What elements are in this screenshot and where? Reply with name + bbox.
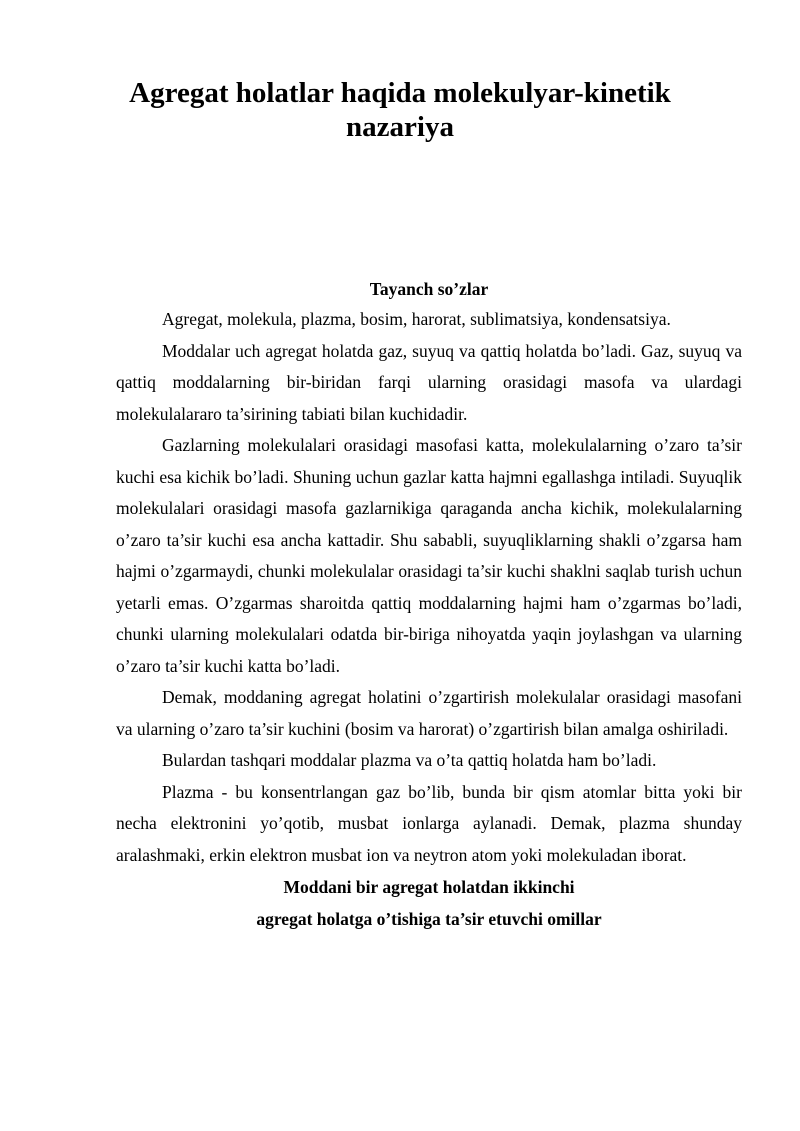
document-body — [116, 304, 742, 935]
section-heading-line-1: Moddani bir agregat holatdan ikkinchi — [283, 877, 575, 897]
section-heading-line-2: agregat holatga o’tishiga ta’sir etuvchi omillar — [256, 909, 602, 929]
body-paragraph: Bulardan tashqari moddalar plazma va o’ta qattiq holatda ham bo’ladi. — [162, 750, 657, 770]
keywords-paragraph: Agregat, molekula, plazma, bosim, harorat, sublimatsiya, kondensatsiya. — [162, 309, 671, 329]
page-title: Agregat holatlar haqida molekulyar-kinetik nazariya — [129, 77, 671, 143]
keywords-heading: Tayanch so’zlar — [369, 279, 489, 299]
body-paragraph: Demak, moddaning agregat holatini o’zgartirish molekulalar orasidagi masofani va ularning o’zaro ta’sir kuchini (bosim va harorat) o’zgartirish bilan amalga oshiriladi. — [116, 687, 742, 739]
body-paragraph: Moddalar uch agregat holatda gaz, suyuq va qattiq holatda bo’ladi. Gaz, suyuq va qattiq moddalarning bir-biridan farqi ularning orasidagi masofa va ulardagi molekulalararo ta’sirining tabiati bilan kuchidadir. — [116, 340, 742, 424]
body-paragraph: Plazma - bu konsentrlangan gaz bo’lib, bunda bir qism atomlar bitta yoki bir necha elektronini yo’qotib, musbat ionlarga aylanadi. Demak, plazma shunday aralashmaki, erkin elektron musbat ion va neytron atom yoki molekuladan iborat. — [116, 781, 742, 865]
body-paragraph: Gazlarning molekulalari orasidagi masofasi katta, molekulalarning o’zaro ta’sir kuchi esa kichik bo’ladi. Shuning uchun gazlar katta hajmni egallashga intiladi. Suyuqlik molekulalari orasidagi masofa gazlarnikiga qaraganda ancha kichik, molekulalarning o’zaro ta’sir kuchi esa ancha kattadir. Shu sababli, suyuqliklarning shakli o’zgarsa ham hajmi o’zgarmaydi, chunki molekulalar orasidagi ta’sir kuchi shaklni saqlab turish uchun yetarli emas. O’zgarmas sharoitda qattiq moddalarning hajmi ham o’zgarmas bo’ladi, chunki ularning molekulalari odatda bir-biriga nihoyatda yaqin joylashgan va ularning o’zaro ta’sir kuchi katta bo’ladi. — [116, 435, 742, 676]
